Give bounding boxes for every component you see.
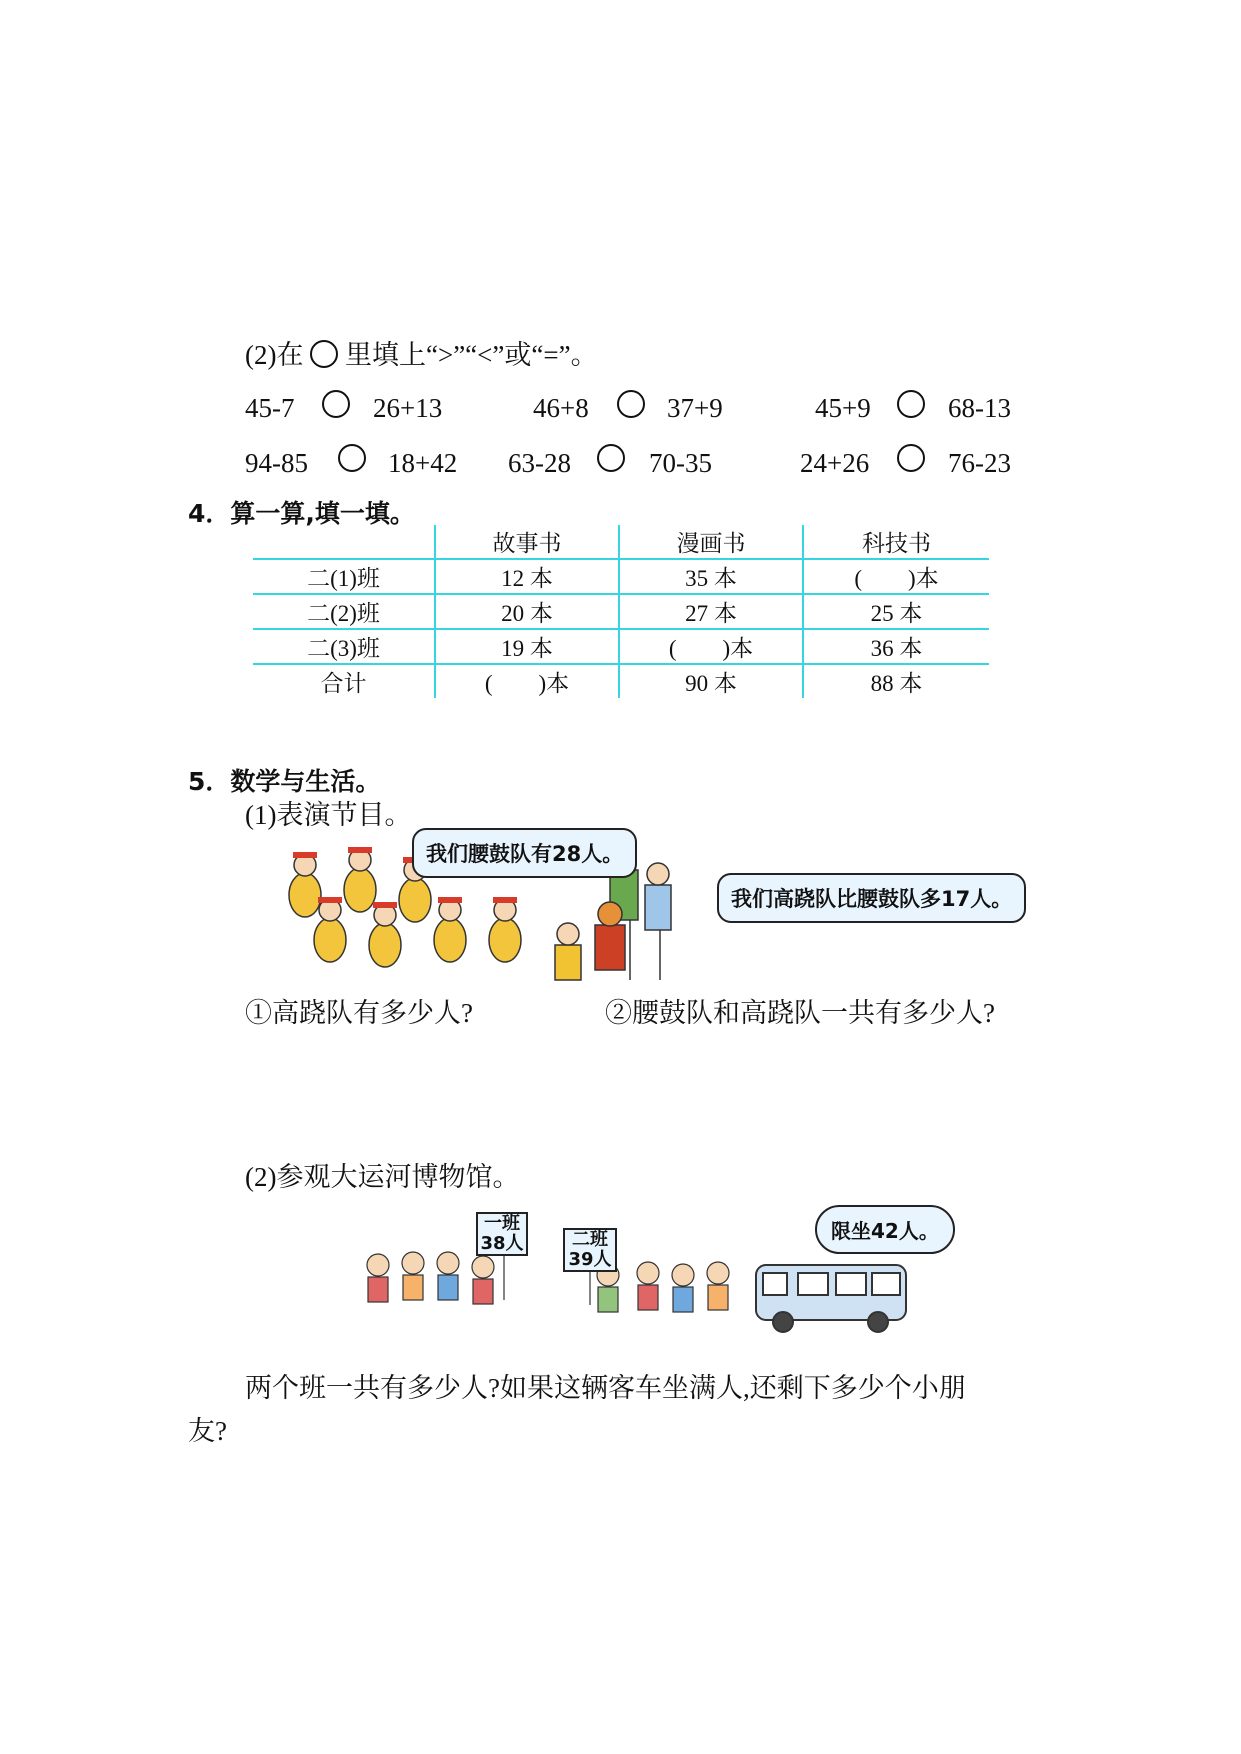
table-cell-blank[interactable]: ( )本 — [803, 559, 989, 594]
table-cell: 12 本 — [435, 559, 619, 594]
expr-right: 70-35 — [649, 448, 712, 478]
circle-icon — [310, 340, 338, 368]
sign-text: 38人 — [480, 1233, 524, 1254]
table-header: 漫画书 — [619, 525, 803, 559]
speech-bubble-bus: 限坐42人。 — [815, 1205, 955, 1254]
question-5-title: 5．数学与生活。 — [188, 767, 381, 796]
row-label: 二(2)班 — [253, 594, 435, 629]
table-cell: 20 本 — [435, 594, 619, 629]
question-2-line2: 友? — [188, 1416, 227, 1446]
part1-title: (1)表演节目。 — [245, 800, 412, 830]
table-row — [253, 664, 989, 698]
expr-left: 45-7 — [245, 393, 295, 423]
class-two-sign — [563, 1228, 617, 1272]
table-cell: 90 本 — [619, 664, 803, 698]
answer-circle[interactable] — [617, 390, 645, 418]
table-row — [253, 559, 989, 594]
table-cell: 35 本 — [619, 559, 803, 594]
table-cell-blank[interactable]: ( )本 — [619, 629, 803, 664]
speech-bubble-drum-team: 我们腰鼓队有28人。 — [412, 828, 637, 878]
compare-item — [667, 395, 723, 422]
sign-text: 二班 — [572, 1229, 608, 1250]
expr-right: 37+9 — [667, 393, 723, 423]
book-table — [253, 525, 989, 698]
sign-text: 39人 — [568, 1249, 612, 1270]
expr-left: 63-28 — [508, 448, 571, 478]
table-row — [253, 594, 989, 629]
table-cell: 36 本 — [803, 629, 989, 664]
expr-right: 68-13 — [948, 393, 1011, 423]
compare-item — [649, 450, 712, 477]
instruction-prefix: (2)在 — [245, 340, 304, 370]
answer-circle[interactable] — [897, 390, 925, 418]
compare-item — [815, 395, 871, 422]
expr-left: 94-85 — [245, 448, 308, 478]
compare-item — [388, 450, 457, 477]
compare-instruction — [245, 340, 598, 369]
class-one-sign — [476, 1212, 528, 1256]
expr-right: 26+13 — [373, 393, 443, 423]
table-cell-blank[interactable]: ( )本 — [435, 664, 619, 698]
answer-circle[interactable] — [597, 444, 625, 472]
compare-item — [948, 395, 1011, 422]
part2-title: (2)参观大运河博物馆。 — [245, 1162, 520, 1192]
table-header-row — [253, 525, 989, 559]
question-1b: ②腰鼓队和高跷队一共有多少人? — [605, 998, 995, 1028]
answer-circle[interactable] — [338, 444, 366, 472]
table-cell: 19 本 — [435, 629, 619, 664]
table-row — [253, 629, 989, 664]
answer-circle[interactable] — [897, 444, 925, 472]
row-label: 二(1)班 — [253, 559, 435, 594]
table-header: 科技书 — [803, 525, 989, 559]
row-label: 合计 — [253, 664, 435, 698]
row-label: 二(3)班 — [253, 629, 435, 664]
compare-item — [373, 395, 442, 422]
question-2-line1: 两个班一共有多少人?如果这辆客车坐满人,还剩下多少个小朋 — [245, 1373, 966, 1403]
expr-left: 46+8 — [533, 393, 589, 423]
expr-left: 45+9 — [815, 393, 871, 423]
compare-item — [800, 450, 869, 477]
compare-item — [533, 395, 589, 422]
bus-icon — [756, 1265, 906, 1332]
compare-item — [948, 450, 1011, 477]
expr-right: 18+42 — [388, 448, 458, 478]
table-cell: 25 本 — [803, 594, 989, 629]
question-4-title: 4．算一算,填一填。 — [188, 499, 415, 528]
table-cell: 27 本 — [619, 594, 803, 629]
table-cell: 88 本 — [803, 664, 989, 698]
instruction-suffix: 里填上“>”“<”或“=”。 — [344, 340, 598, 370]
speech-bubble-stilt-team: 我们高跷队比腰鼓队多17人。 — [717, 873, 1026, 923]
compare-item — [245, 450, 308, 477]
table-header: 故事书 — [435, 525, 619, 559]
compare-item — [245, 395, 295, 422]
question-1a: ①高跷队有多少人? — [245, 998, 473, 1028]
expr-right: 76-23 — [948, 448, 1011, 478]
compare-item — [508, 450, 571, 477]
table-corner — [253, 525, 435, 559]
answer-circle[interactable] — [322, 390, 350, 418]
expr-left: 24+26 — [800, 448, 870, 478]
sign-text: 一班 — [484, 1213, 520, 1234]
